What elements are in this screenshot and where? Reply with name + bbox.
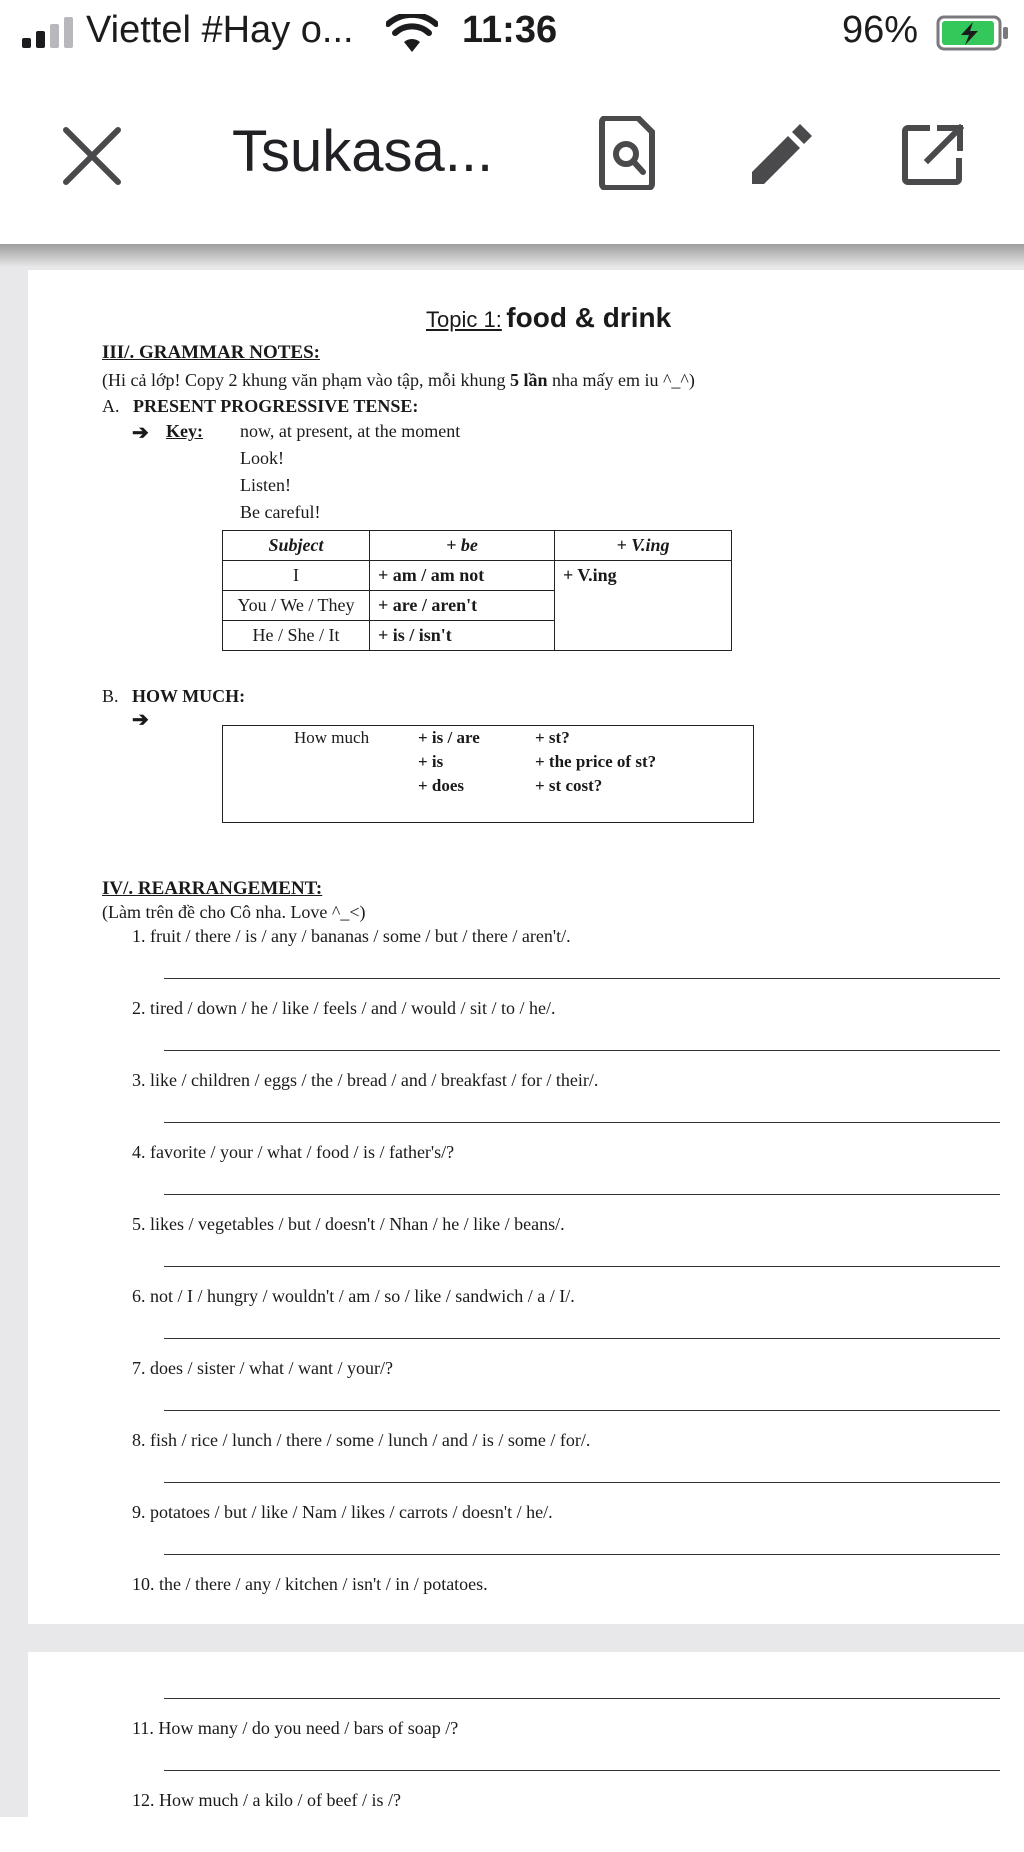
app-toolbar <box>0 66 1024 244</box>
table-cell-subject: You / We / They <box>223 591 370 621</box>
answer-line[interactable] <box>164 1338 1000 1339</box>
arrow-icon: ➔ <box>132 422 149 444</box>
battery-charging-icon <box>936 14 1010 52</box>
table-cell-subject: I <box>223 561 370 591</box>
toolbar-divider <box>0 244 1024 266</box>
section-a-heading <box>102 396 418 417</box>
table-row <box>223 561 732 591</box>
section-a-letter: A. <box>102 396 120 416</box>
close-icon[interactable] <box>60 124 124 188</box>
document-title: Tsukasa... <box>232 119 494 184</box>
grammar-intro <box>102 370 695 391</box>
question-item: 4. favorite / your / what / food / is / father's/? <box>132 1142 455 1162</box>
grammar-intro-part2: nha mấy em iu ^_^) <box>547 370 695 390</box>
how-much-verb: + is <box>418 752 444 771</box>
how-much-end: + st? <box>535 728 570 747</box>
table-cell-subject: He / She / It <box>223 621 370 651</box>
pencil-icon[interactable] <box>748 122 814 188</box>
section-b-letter: B. <box>102 686 119 706</box>
table-cell-be: + is / isn't <box>370 621 555 651</box>
table-header-row <box>223 531 732 561</box>
answer-line[interactable] <box>164 1410 1000 1411</box>
how-much-end: + st cost? <box>535 776 603 795</box>
how-much-verb: + does <box>418 776 465 795</box>
title-topic: Topic 1: <box>426 307 502 332</box>
grammar-intro-emphasis: 5 lần <box>509 370 548 390</box>
how-much-row <box>223 728 753 750</box>
open-external-icon[interactable] <box>902 124 964 186</box>
question-item: 2. tired / down / he / like / feels / and / would / sit / to / he/. <box>132 998 556 1018</box>
how-much-end: + the price of st? <box>535 752 657 771</box>
answer-line[interactable] <box>164 1266 1000 1267</box>
question-item: 8. fish / rice / lunch / there / some / lunch / and / is / some / for/. <box>132 1430 591 1450</box>
clock: 11:36 <box>462 9 558 51</box>
arrow-icon: ➔ <box>132 709 149 731</box>
document-page-1 <box>28 270 1024 1624</box>
keyword: now, at present, at the moment <box>240 421 461 441</box>
answer-line[interactable] <box>164 1050 1000 1051</box>
question-item: 3. like / children / eggs / the / bread / and / breakfast / for / their/. <box>132 1070 599 1090</box>
wifi-icon <box>386 14 438 54</box>
how-much-box <box>222 725 754 823</box>
question-item: 12. How much / a kilo / of beef / is /? <box>132 1790 401 1810</box>
keyword: Look! <box>240 448 284 468</box>
keyword: Be careful! <box>240 502 321 522</box>
answer-line[interactable] <box>164 1698 1000 1699</box>
answer-line[interactable] <box>164 1770 1000 1771</box>
key-label: Key: <box>166 421 203 441</box>
answer-line[interactable] <box>164 1194 1000 1195</box>
question-item: 9. potatoes / but / like / Nam / likes / carrots / doesn't / he/. <box>132 1502 553 1522</box>
cellular-signal-icon <box>22 16 78 50</box>
how-much-lead: How much <box>294 728 370 747</box>
how-much-row <box>223 776 753 798</box>
title-main: food & drink <box>506 302 672 333</box>
how-much-row <box>223 752 753 774</box>
rearrangement-heading: IV/. REARRANGEMENT: <box>102 878 323 899</box>
document-page-2 <box>28 1652 1024 1852</box>
table-cell-be: + are / aren't <box>370 591 555 621</box>
grammar-notes-heading: III/. GRAMMAR NOTES: <box>102 342 320 363</box>
question-item: 7. does / sister / what / want / your/? <box>132 1358 393 1378</box>
answer-line[interactable] <box>164 1122 1000 1123</box>
question-item: 10. the / there / any / kitchen / isn't / in / potatoes. <box>132 1574 488 1594</box>
battery-percent: 96% <box>842 9 919 51</box>
table-cell-ving: + V.ing <box>555 561 732 651</box>
answer-line[interactable] <box>164 1554 1000 1555</box>
document-viewer[interactable] <box>0 266 1024 1817</box>
grammar-intro-part1: (Hi cả lớp! Copy 2 khung văn phạm vào tập, mỗi khung <box>102 370 510 390</box>
worksheet-title <box>426 302 671 334</box>
table-header: + be <box>370 531 555 561</box>
table-cell-be: + am / am not <box>370 561 555 591</box>
rearrangement-intro: (Làm trên đề cho Cô nha. Love ^_<) <box>102 902 366 922</box>
section-a-title: PRESENT PROGRESSIVE TENSE: <box>133 396 419 416</box>
find-in-page-icon[interactable] <box>598 116 656 190</box>
answer-line[interactable] <box>164 1482 1000 1483</box>
question-item: 6. not / I / hungry / wouldn't / am / so / like / sandwich / a / I/. <box>132 1286 575 1306</box>
section-b-heading <box>102 686 245 707</box>
table-header: Subject <box>223 531 370 561</box>
present-progressive-table <box>222 530 732 651</box>
answer-line[interactable] <box>164 978 1000 979</box>
carrier-name: Viettel #Hay o... <box>86 9 354 51</box>
question-item: 11. How many / do you need / bars of soap /? <box>132 1718 459 1738</box>
table-header: + V.ing <box>555 531 732 561</box>
question-item: 5. likes / vegetables / but / doesn't / Nhan / he / like / beans/. <box>132 1214 565 1234</box>
keyword: Listen! <box>240 475 291 495</box>
how-much-verb: + is / are <box>418 728 480 747</box>
question-item: 1. fruit / there / is / any / bananas / some / but / there / aren't/. <box>132 926 571 946</box>
section-b-title: HOW MUCH: <box>132 686 246 706</box>
status-bar <box>0 0 1024 66</box>
